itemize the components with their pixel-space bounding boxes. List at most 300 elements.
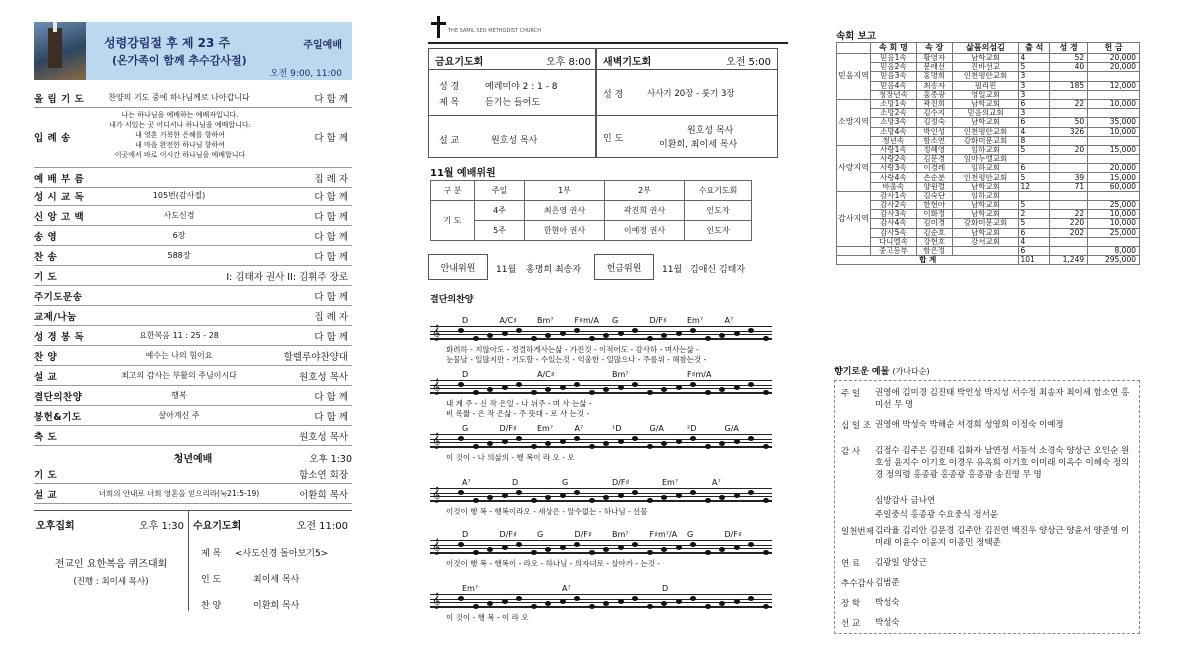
order-leader: 다 함 께 [314, 211, 348, 223]
order-leader: 집 례 자 [314, 173, 348, 185]
music-note [502, 599, 508, 604]
music-note [560, 439, 566, 444]
church-logo-text: THE SAMIL SEO METHODIST CHURCH [448, 28, 542, 34]
table-header-row: 속 회 명 속 장 삶품의섬김 출 석 성 경 헌 금 [837, 43, 1140, 54]
music-note [705, 444, 711, 449]
order-detail: 사도신경 [163, 211, 195, 220]
music-note [603, 333, 609, 338]
order-row [34, 366, 352, 386]
treble-clef-icon: 𝄞 [432, 487, 441, 503]
table-row: 믿음4속 최송자 필리핀 3 185 12,000 [837, 81, 1140, 90]
region-name: 사랑지역 [837, 145, 871, 191]
music-note [473, 550, 479, 555]
music-note [676, 493, 682, 498]
music-note [545, 441, 551, 446]
offering-names: 권영애 김미경 김진태 박인성 박지성 서수정 최송자 최이세 함소연 홍미선 무 명 [875, 388, 1130, 410]
order-leader: 다 함 께 [314, 251, 348, 263]
order-leader: I: 김태자 권사 II: 김휘주 장로 [226, 271, 348, 283]
music-note [545, 387, 551, 392]
music-note [603, 441, 609, 446]
chord-symbol: D/F♯ [649, 316, 667, 325]
offering-names: 김라율 김리안 김문경 김주안 김진연 백진우 양상근 양윤서 양준영 이미래 이윤수 이윤지 이종민 정택준 [875, 526, 1130, 548]
order-detail: 요한복음 11 : 25 - 28 [139, 331, 219, 340]
music-note [690, 542, 696, 547]
order-detail: 찬양의 기도 중에 하나님께로 나아갑니다 [108, 93, 250, 102]
table-row: 사랑2속 김문경 임마누엘교회 [837, 155, 1140, 164]
music-note [618, 331, 624, 336]
chord-symbol: G/A [724, 424, 739, 433]
chord-symbol: A/C♯ [537, 370, 555, 379]
music-note [487, 441, 493, 446]
chord-symbol: A⁷ [562, 584, 571, 593]
music-note [560, 331, 566, 336]
dawn-prayer-box: 새벽기도회 오전 5:00 성 경 사사기 20장 - 룻기 3장 인 도 원호성 목사 이환희, 최이세 목사 [596, 48, 778, 158]
music-note [473, 604, 479, 609]
offering-category: 추수감사 [841, 579, 874, 589]
music-note [545, 547, 551, 552]
order-row [34, 406, 352, 426]
music-note [487, 495, 493, 500]
music-note [690, 382, 696, 387]
music-note [676, 331, 682, 336]
treble-clef-icon: 𝄞 [432, 539, 441, 555]
music-note [690, 436, 696, 441]
music-note [560, 599, 566, 604]
order-label: 축 도 [34, 431, 58, 443]
cell-report-table [836, 42, 1140, 265]
order-detail: 살아계신 주 [158, 411, 200, 420]
order-label: 기 도 [34, 271, 58, 283]
music-note [705, 498, 711, 503]
order-row [34, 346, 352, 366]
music-note [763, 604, 769, 609]
music-note [458, 490, 464, 495]
music-note [618, 493, 624, 498]
music-note [502, 545, 508, 550]
music-note [516, 542, 522, 547]
youth-service-title: 청년예배 [173, 454, 213, 465]
table-row: 믿음3속 홍명희 인천평안교회 3 [837, 72, 1140, 81]
wed-row-lead: 인 도 최이세 목사 [201, 575, 300, 585]
music-note [516, 382, 522, 387]
order-label: 성 시 교 독 [34, 191, 85, 203]
music-note [632, 328, 638, 333]
music-note [589, 550, 595, 555]
music-note [748, 328, 754, 333]
order-leader: 다 함 께 [314, 331, 348, 343]
music-note [487, 333, 493, 338]
music-note [545, 333, 551, 338]
music-note [531, 444, 537, 449]
order-label: 찬 양 [34, 351, 58, 363]
order-detail: 예수는 나의 힘이요 [145, 351, 213, 360]
offering-names: 박성숙 [875, 598, 900, 608]
offering-list-title: 향기로운 예물 (가나다순) [834, 367, 930, 377]
music-note [473, 444, 479, 449]
music-note [763, 550, 769, 555]
chord-symbol: A⁷ [724, 316, 734, 325]
music-note [763, 444, 769, 449]
guide-committee-names: 홍명희 최송자 [526, 265, 582, 275]
table-row: 청년속 함소연 강화미문교회 8 [837, 136, 1140, 145]
region-name: 감사지역 [837, 191, 871, 246]
order-leader: 다 함 께 [314, 411, 348, 423]
chord-symbol: A⁷ [712, 478, 721, 487]
music-note [589, 336, 595, 341]
offering-category: 감 사 [841, 447, 861, 457]
treble-clef-icon: 𝄞 [432, 325, 441, 341]
table-row: 감사5속 김순호 남학교회 6 202 25,000 [837, 228, 1140, 237]
music-note [589, 390, 595, 395]
service-name: 주일예배 [303, 40, 342, 51]
chord-symbol: A⁷ [462, 478, 471, 487]
chord-symbol: Em⁷ [462, 584, 479, 593]
music-note [516, 490, 522, 495]
order-row [34, 386, 352, 406]
music-note [603, 387, 609, 392]
music-note [487, 547, 493, 552]
afternoon-host: (진행 : 최이세 목사) [73, 577, 149, 587]
chord-symbol: D [462, 530, 469, 539]
youth-row: 중고등부 함은정 6 8,000 [837, 246, 1140, 255]
bulletin-sunday-column [34, 0, 356, 652]
chord-symbol: Em⁷ [537, 424, 554, 433]
order-label: 찬 송 [34, 251, 58, 263]
order-leader: 다 함 께 [314, 93, 348, 105]
church-cross-logo [428, 16, 448, 42]
region-name: 믿음지역 [837, 54, 871, 100]
chord-symbol: ¹D [612, 424, 622, 433]
chord-symbol: Bm⁷ [612, 530, 629, 539]
music-note [661, 495, 667, 500]
offering-category: 일천번제 [841, 527, 874, 537]
music-note [589, 604, 595, 609]
chord-symbol: D/F♯ [724, 530, 742, 539]
music-note [560, 545, 566, 550]
music-note [458, 328, 464, 333]
table-row: 감사2속 한현아 남학교회 5 25,000 [837, 201, 1140, 210]
music-note [748, 382, 754, 387]
music-note [487, 387, 493, 392]
order-row [34, 286, 352, 306]
region-name: 소망지역 [837, 99, 871, 145]
table-row: 감사지역 감사1속 김숙단 임하교회 [837, 191, 1140, 200]
music-note [458, 382, 464, 387]
order-row [34, 426, 352, 446]
music-note [705, 604, 711, 609]
offering-names: 박성숙 [875, 618, 900, 628]
music-note [661, 387, 667, 392]
chord-symbol: G [687, 530, 694, 539]
music-note [734, 545, 740, 550]
order-leader: 다 함 께 [314, 231, 348, 243]
lyric-line: 이 것이 - 행 복 - 이 라 오 [446, 613, 529, 622]
order-leader: 원호성 목사 [299, 431, 348, 443]
music-note [589, 444, 595, 449]
order-leader: 다 함 께 [314, 291, 348, 303]
table-row: 소망3속 김정숙 남학교회 6 50 35,000 [837, 118, 1140, 127]
table-row: 감사4속 김미경 강화미문교회 5 220 10,000 [837, 219, 1140, 228]
music-note [487, 601, 493, 606]
music-note [516, 436, 522, 441]
music-note [632, 596, 638, 601]
music-note [632, 436, 638, 441]
music-note [719, 547, 725, 552]
music-note [719, 441, 725, 446]
offering-committee-label: 헌금위원 [594, 254, 654, 280]
order-leader: 다 함 께 [314, 391, 348, 403]
music-note [734, 331, 740, 336]
order-leader: 원호성 목사 [299, 371, 348, 383]
chord-symbol: F♯m/A [687, 370, 712, 379]
order-leader: 다 함 께 [314, 191, 348, 203]
order-row [34, 88, 352, 108]
offering-names: 김광일 양상근 [875, 558, 927, 568]
chord-symbol: F♯m/A [574, 316, 599, 325]
order-detail: 6장 [172, 231, 186, 240]
youth-service-time: 오후 1:30 [309, 454, 352, 465]
chord-symbol: D/F♯ [612, 478, 630, 487]
lyric-line: 이것이 행 복 - 행복이라오 - 세상은 - 알수없는 - 하나님 - 선물 [446, 507, 648, 516]
music-note [661, 333, 667, 338]
music-note [502, 439, 508, 444]
offering-names: 심방감사 금나연 [875, 496, 936, 506]
music-note [705, 550, 711, 555]
music-note [516, 328, 522, 333]
chord-symbol: G [612, 316, 619, 325]
order-label: 주기도문송 [34, 291, 83, 303]
music-note [719, 387, 725, 392]
order-label: 교제/나눔 [34, 311, 77, 323]
church-photo [34, 22, 86, 80]
chord-symbol: G [537, 530, 544, 539]
order-leader: 다 함 께 [314, 132, 348, 144]
music-note [632, 542, 638, 547]
music-note [632, 490, 638, 495]
music-note [705, 390, 711, 395]
music-note [502, 385, 508, 390]
wed-row-praise: 찬 양 이환희 목사 [201, 601, 300, 611]
offering-names: 김범준 [875, 578, 900, 588]
music-note [734, 493, 740, 498]
treble-clef-icon: 𝄞 [432, 433, 441, 449]
total-row: 합 계 101 1,249 295,000 [837, 256, 1140, 265]
order-label: 송 영 [34, 231, 58, 243]
offering-category: 선 교 [841, 619, 861, 629]
music-note [502, 493, 508, 498]
order-row [34, 306, 352, 326]
order-label: 성 경 봉 독 [34, 331, 85, 343]
friday-prayer-box: 금요기도회 오후 8:00 성 경 예레미야 2 : 1 - 8 제 목 듣기는 들어도 설 교 원호성 목사 [428, 48, 596, 158]
chord-symbol: D/F♯ [574, 530, 592, 539]
order-row [34, 168, 352, 188]
chord-symbol: ²D [687, 424, 697, 433]
music-note [748, 490, 754, 495]
music-note [473, 390, 479, 395]
treble-clef-icon: 𝄞 [432, 593, 441, 609]
order-label: 봉헌&기도 [34, 411, 82, 423]
music-note [748, 596, 754, 601]
order-row [34, 206, 352, 226]
music-note [676, 439, 682, 444]
order-row [34, 326, 352, 346]
music-note [661, 601, 667, 606]
chord-symbol: D [512, 478, 519, 487]
lyric-line: 눈물날 - 일많지만 - 기도할 - 수있는것 - 억울한 - 일많으나 - 주를위 - 해참는것 - [446, 355, 707, 364]
music-note [458, 542, 464, 547]
music-note [560, 493, 566, 498]
order-label: 입 례 송 [34, 132, 71, 144]
offering-category: 주 일 [841, 389, 861, 399]
music-note [603, 495, 609, 500]
wednesday-prayer: 수요기도회 오전 11:00 제 목 <사도신경 돌아보기5> 인 도 최이세 목사 찬 양 이환희 목사 [188, 511, 352, 611]
order-detail: 105번(감사절) [152, 191, 206, 200]
music-note [531, 550, 537, 555]
chord-symbol: G [462, 424, 469, 433]
music-note [603, 601, 609, 606]
wed-row-topic: 제 목 <사도신경 돌아보기5> [201, 549, 329, 559]
music-note [734, 385, 740, 390]
order-label: 신 앙 고 백 [34, 211, 85, 223]
order-detail: 588장 [167, 251, 191, 260]
order-label: 설 교 [34, 371, 58, 383]
music-note [458, 596, 464, 601]
chord-symbol: Bm⁷ [612, 370, 629, 379]
lyric-line: 이 것이 - 나 의삶의 - 행 복이 라 오 - 오 [446, 453, 575, 462]
table-row: 바울속 양원렬 남학교회 12 71 60,000 [837, 182, 1140, 191]
chord-symbol: Em⁷ [687, 316, 704, 325]
music-note [676, 545, 682, 550]
music-note [647, 336, 653, 341]
music-note [719, 495, 725, 500]
song-title: 결단의찬양 [430, 295, 474, 305]
music-note [545, 601, 551, 606]
music-note [589, 498, 595, 503]
offering-names: 주일중식 홍종광 수요중식 정서윤 [875, 510, 999, 520]
order-detail: 행복 [171, 391, 187, 400]
lyric-line: 이것이 행 복 - 행복이 - 라오 - 하나님 - 의자녀로 - 살아가 - 는것 - [446, 559, 661, 568]
music-note [458, 436, 464, 441]
offering-category: 장 학 [841, 599, 861, 609]
chord-symbol: D [462, 370, 469, 379]
cell-report-title: 속회 보고 [836, 31, 877, 42]
order-row [34, 186, 352, 206]
music-note [574, 328, 580, 333]
music-note [734, 599, 740, 604]
music-note [690, 328, 696, 333]
committee-title: 11월 예배위원 [430, 168, 496, 179]
music-note [618, 385, 624, 390]
table-row: 사랑3속 이경례 임하교회 6 20,000 [837, 164, 1140, 173]
chord-symbol: Em⁷ [662, 478, 679, 487]
music-note [661, 441, 667, 446]
music-note [676, 385, 682, 390]
table-row: 믿음2속 문애선 진바선교 5 40 20,000 [837, 63, 1140, 72]
sunday-subtitle: (온가족이 함께 추수감사절) [112, 54, 247, 67]
weekday-section [34, 510, 352, 610]
music-note [473, 498, 479, 503]
music-note [690, 596, 696, 601]
music-note [574, 596, 580, 601]
music-note [763, 336, 769, 341]
music-note [647, 390, 653, 395]
music-note [719, 333, 725, 338]
bulletin-report-column [834, 0, 1144, 652]
order-label: 결단의찬양 [34, 391, 83, 403]
chord-symbol: D [662, 584, 669, 593]
music-note [531, 390, 537, 395]
music-note [676, 599, 682, 604]
chord-symbol: Bm⁷ [537, 316, 554, 325]
committee-table: 구 분 주일 1부 2부 수요기도회 기 도 4주 최은영 권사 곽진희 권사 인도자 5주 한현아 권사 이예정 권사 인도자 [430, 180, 752, 241]
music-note [603, 547, 609, 552]
music-note [647, 498, 653, 503]
music-note [531, 336, 537, 341]
music-note [560, 385, 566, 390]
offering-committee-names: 김애신 김태자 [690, 265, 746, 275]
youth-row-sermon: 설 교 너희의 안내로 너희 영혼을 얻으리라(눅21:5-19) 이환희 목사 [34, 484, 352, 504]
music-note [690, 490, 696, 495]
music-note [763, 498, 769, 503]
music-note [748, 436, 754, 441]
chord-symbol: F♯m⁷/A [649, 530, 678, 539]
offering-category: 십 일 조 [841, 421, 872, 431]
lyric-line: 내 계 주 - 신 작 은일 - 나 뉘주 - 며 사 는삶 - [446, 399, 592, 408]
offering-list [834, 380, 1140, 634]
music-note [647, 604, 653, 609]
table-row: 믿음지역 믿음1속 황영자 남학교회 4 52 20,000 [837, 54, 1140, 63]
music-note [661, 547, 667, 552]
order-leader: 할렐루야찬양대 [283, 351, 348, 363]
music-note [545, 495, 551, 500]
order-row [34, 226, 352, 246]
sunday-header [34, 22, 352, 80]
treble-clef-icon: 𝄞 [432, 379, 441, 395]
chord-symbol: G [562, 478, 569, 487]
lyric-line: 화려하 - 지않아도 - 정결하게사는삶 - 가진것 - 이적어도 - 감사하 - 며사는삶 - [446, 345, 699, 354]
lyric-line: 비 록짧 - 은 작 은삶 - 주 뜻대 - 로 사 는것 - [446, 409, 590, 418]
music-note [647, 444, 653, 449]
music-note [763, 390, 769, 395]
music-note [574, 436, 580, 441]
order-label: 예 배 부 름 [34, 173, 85, 185]
music-note [632, 382, 638, 387]
afternoon-event: 전교인 요한복음 퀴즈대회 [54, 559, 168, 570]
offering-names: 김정수 김주은 김진태 김화자 남연정 서동석 소경숙 양상근 오인순 원호성 윤지수 이기호 이경우 유옥희 이기호 이미래 이옥수 이혜숙 정의경 정의령 홍종광 홍종광 홍종광 송진영 무 명 [875, 446, 1130, 480]
table-row: 소망4속 박인성 인천평안교회 4 326 10,000 [837, 127, 1140, 136]
music-note [647, 550, 653, 555]
guide-committee-label: 안내위원 [428, 254, 488, 280]
offering-category: 연 료 [841, 559, 861, 569]
offering-names: 권영애 박성숙 박해순 서경희 성영희 이정숙 이예정 [875, 420, 1064, 430]
table-row: 소망지역 소망1속 곽진희 남학교회 6 22 10,000 [837, 99, 1140, 108]
music-note [705, 336, 711, 341]
music-note [473, 336, 479, 341]
chord-symbol: A/C♯ [499, 316, 518, 325]
sunday-title: 성령강림절 후 제 23 주 [104, 36, 231, 50]
header-rule [428, 42, 788, 44]
table-row: 사랑4속 손순분 인천평안교회 5 39 15,000 [837, 173, 1140, 182]
chord-symbol: D/F♯ [499, 424, 517, 433]
table-row: 소망2속 김수지 믿음의교회 3 [837, 109, 1140, 118]
service-times: 오전 9:00, 11:00 [269, 69, 342, 79]
chord-symbol: A⁷ [574, 424, 584, 433]
music-note [618, 439, 624, 444]
chord-symbol: D [462, 316, 469, 325]
order-leader: 집 례 자 [314, 311, 348, 323]
chord-symbol: G/A [649, 424, 664, 433]
table-row: 다니엘속 강현호 강서교회 4 [837, 237, 1140, 246]
